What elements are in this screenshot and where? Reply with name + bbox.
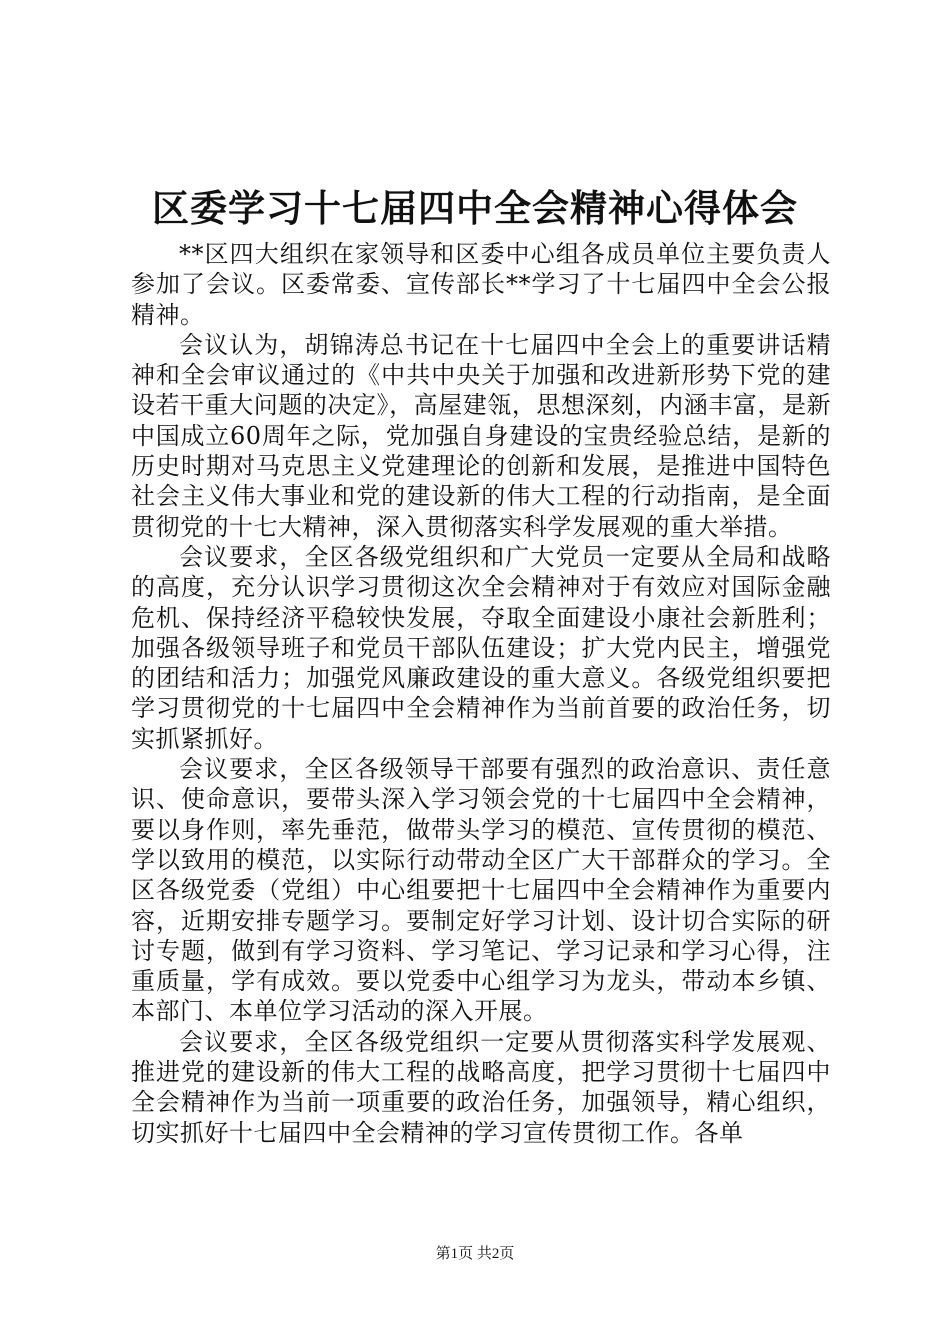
- paragraph-2: 会议认为，胡锦涛总书记在十七届四中全会上的重要讲话精神和全会审议通过的《中共中央关于加强和改进新形势下党的建设若干重大问题的决定》，高屋建瓴，思想深刻，内涵丰富，是新中国成立60周年之际，党加强自身建设的宝贵经验总结，是新的历史时期对马克思主义党建理论的创新和发展，是推进中国特色社会主义伟大事业和党的建设新的伟大工程的行动指南，是全面贯彻党的十七大精神，深入贯彻落实科学发展观的重大举措。: [131, 330, 831, 541]
- paragraph-4: 会议要求，全区各级领导干部要有强烈的政治意识、责任意识、使命意识，要带头深入学习领会党的十七届四中全会精神，要以身作则，率先垂范，做带头学习的模范、宣传贯彻的模范、学以致用的模范，以实际行动带动全区广大干部群众的学习。全区各级党委（党组）中心组要把十七届四中全会精神作为重要内容，近期安排专题学习。要制定好学习计划、设计切合实际的研讨专题，做到有学习资料、学习笔记、学习记录和学习心得，注重质量，学有成效。要以党委中心组学习为龙头，带动本乡镇、本部门、本单位学习活动的深入开展。: [131, 755, 831, 1026]
- document-body: [131, 239, 831, 1148]
- page-title: 区委学习十七届四中全会精神心得体会: [152, 186, 798, 230]
- paragraph-3: 会议要求，全区各级党组织和广大党员一定要从全局和战略的高度，充分认识学习贯彻这次全会精神对于有效应对国际金融危机、保持经济平稳较快发展，夺取全面建设小康社会新胜利；加强各级领导班子和党员干部队伍建设；扩大党内民主，增强党的团结和活力；加强党风廉政建设的重大意义。各级党组织要把学习贯彻党的十七届四中全会精神作为当前首要的政治任务，切实抓紧抓好。: [131, 542, 831, 753]
- paragraph-5: 会议要求，全区各级党组织一定要从贯彻落实科学发展观、推进党的建设新的伟大工程的战略高度，把学习贯彻十七届四中全会精神作为当前一项重要的政治任务，加强领导，精心组织，切实抓好十七届四中全会精神的学习宣传贯彻工作。各单: [131, 1027, 831, 1147]
- page-number-footer: 第1页 共2页: [435, 1246, 515, 1262]
- paragraph-1: **区四大组织在家领导和区委中心组各成员单位主要负责人参加了会议。区委常委、宣传部长**学习了十七届四中全会公报精神。: [131, 240, 831, 329]
